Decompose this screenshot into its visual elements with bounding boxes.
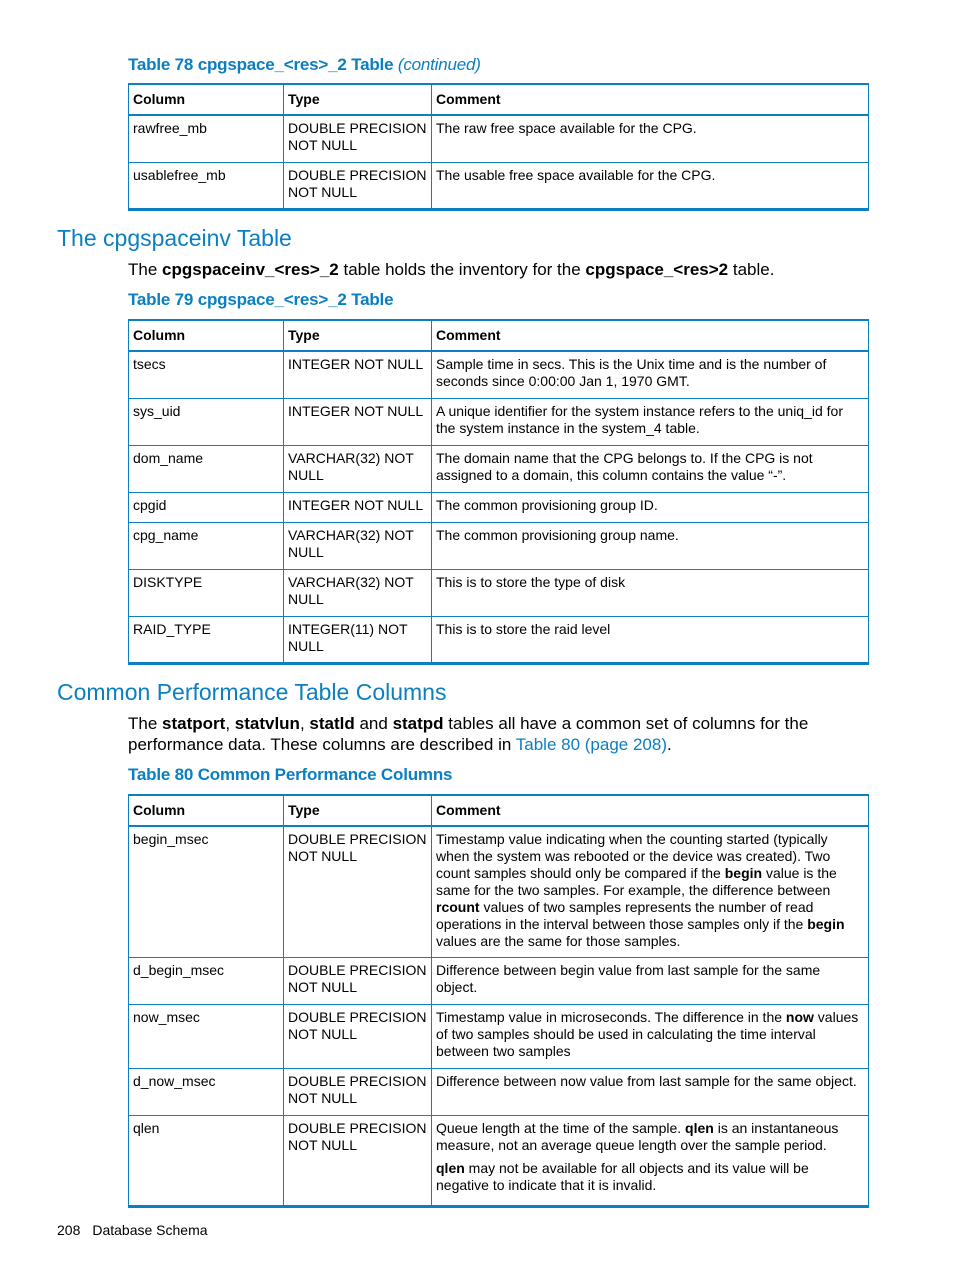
table-row <box>129 398 869 445</box>
cell-type: DOUBLE PRECISION NOT NULL <box>284 826 432 957</box>
cell-type: DOUBLE PRECISION NOT NULL <box>284 1115 432 1206</box>
cell-comment: A unique identifier for the system instance refers to the uniq_id for the system instance in the system_4 table. <box>432 398 869 445</box>
column-header-type: Type <box>284 84 432 115</box>
cell-column: begin_msec <box>129 826 284 957</box>
table-row <box>129 826 869 957</box>
table80-link[interactable]: Table 80 (page 208) <box>515 735 667 754</box>
cell-comment: The usable free space available for the CPG. <box>432 162 869 209</box>
text: . <box>667 735 672 754</box>
column-header-column: Column <box>129 84 284 115</box>
cell-column: now_msec <box>129 1004 284 1068</box>
table-row <box>129 616 869 663</box>
cell-type: INTEGER(11) NOT NULL <box>284 616 432 663</box>
text: Queue length at the time of the sample. <box>436 1119 686 1136</box>
table-row <box>129 445 869 492</box>
cell-comment: The common provisioning group name. <box>432 522 869 569</box>
cell-comment: The domain name that the CPG belongs to. If the CPG is not assigned to a domain, this column contains the value “-”. <box>432 445 869 492</box>
section-heading-cpgspaceinv: The cpgspaceinv Table <box>57 225 292 251</box>
cell-type: DOUBLE PRECISION NOT NULL <box>284 115 432 162</box>
text: tables all have a common set of columns for the performance data. These columns are described in <box>128 714 809 754</box>
cell-column: cpgid <box>129 492 284 522</box>
cell-comment <box>432 1115 869 1206</box>
table-row <box>129 351 869 398</box>
column-header-comment: Comment <box>432 795 869 826</box>
cell-type: INTEGER NOT NULL <box>284 398 432 445</box>
table-row <box>129 492 869 522</box>
table-row <box>129 115 869 162</box>
cell-comment: The raw free space available for the CPG. <box>432 115 869 162</box>
cell-comment: Sample time in secs. This is the Unix time and is the number of seconds since 0:00:00 Jan 1, 1970 GMT. <box>432 351 869 398</box>
table-row <box>129 1068 869 1115</box>
section-common-performance-paragraph <box>128 713 873 755</box>
bold-term: qlen <box>436 1159 465 1176</box>
cell-column: d_now_msec <box>129 1068 284 1115</box>
cell-comment <box>432 1004 869 1068</box>
text: values of two samples should be used in calculating the time interval between two samples <box>436 1008 859 1059</box>
cell-comment: Difference between now value from last sample for the same object. <box>432 1068 869 1115</box>
bold-term: now <box>785 1008 814 1025</box>
bold-term: statld <box>309 714 355 733</box>
table-header-row <box>129 795 869 826</box>
cell-comment <box>432 826 869 957</box>
table78 <box>128 83 869 211</box>
text: values of two samples represents the number of read operations in the interval between those samples only if the <box>436 899 814 932</box>
table-header-row <box>129 320 869 351</box>
text: and <box>354 714 393 733</box>
cell-type: DOUBLE PRECISION NOT NULL <box>284 1068 432 1115</box>
bold-term: rcount <box>436 899 480 915</box>
text: Timestamp value indicating when the counting started (typically when the system was rebooted or the device was created). Two count samples should only be compared if the <box>436 831 831 881</box>
footer-section-title: Database Schema <box>92 1222 208 1238</box>
cell-type: VARCHAR(32) NOT NULL <box>284 522 432 569</box>
cell-column: sys_uid <box>129 398 284 445</box>
column-header-column: Column <box>129 320 284 351</box>
table80-caption: Table 80 Common Performance Columns <box>128 765 453 784</box>
table-row <box>129 162 869 209</box>
section-heading-common-performance: Common Performance Table Columns <box>57 679 447 705</box>
cell-comment: This is to store the type of disk <box>432 569 869 616</box>
cell-type: VARCHAR(32) NOT NULL <box>284 445 432 492</box>
column-header-type: Type <box>284 320 432 351</box>
page-number: 208 <box>57 1222 81 1238</box>
bold-term: cpgspaceinv_<res>_2 <box>162 260 339 279</box>
comment-paragraph <box>436 1120 864 1154</box>
cell-column: DISKTYPE <box>129 569 284 616</box>
text: may not be available for all objects and its value will be negative to indicate that it is invalid. <box>436 1159 809 1193</box>
column-header-type: Type <box>284 795 432 826</box>
text: The <box>128 260 163 279</box>
section-cpgspaceinv-paragraph <box>128 259 873 280</box>
cell-comment: The common provisioning group ID. <box>432 492 869 522</box>
cell-column: usablefree_mb <box>129 162 284 209</box>
text: Timestamp value in microseconds. The difference in the <box>436 1008 786 1025</box>
cell-type: VARCHAR(32) NOT NULL <box>284 569 432 616</box>
table-row <box>129 1004 869 1068</box>
cell-column: rawfree_mb <box>129 115 284 162</box>
cell-column: tsecs <box>129 351 284 398</box>
cell-comment: This is to store the raid level <box>432 616 869 663</box>
page-footer <box>57 1222 208 1238</box>
bold-term: statpd <box>392 714 444 733</box>
bold-term: begin <box>724 865 763 881</box>
cell-column: d_begin_msec <box>129 957 284 1004</box>
table79 <box>128 319 869 665</box>
cell-column: dom_name <box>129 445 284 492</box>
cell-type: INTEGER NOT NULL <box>284 492 432 522</box>
text: , <box>299 714 310 733</box>
bold-term: qlen <box>685 1119 714 1136</box>
table-header-row <box>129 84 869 115</box>
table-row <box>129 1115 869 1206</box>
table79-caption: Table 79 cpgspace_<res>_2 Table <box>128 290 394 309</box>
column-header-comment: Comment <box>432 320 869 351</box>
cell-type: DOUBLE PRECISION NOT NULL <box>284 1004 432 1068</box>
column-header-comment: Comment <box>432 84 869 115</box>
column-header-column: Column <box>129 795 284 826</box>
text: value is the same for the two samples. For example, the difference between <box>436 865 837 898</box>
cell-column: qlen <box>129 1115 284 1206</box>
text: table. <box>728 260 775 279</box>
bold-term: cpgspace_<res>2 <box>585 260 729 279</box>
table-row <box>129 569 869 616</box>
cell-column: RAID_TYPE <box>129 616 284 663</box>
bold-term: statport <box>162 714 226 733</box>
table-row <box>129 957 869 1004</box>
cell-type: INTEGER NOT NULL <box>284 351 432 398</box>
bold-term: begin <box>807 916 845 932</box>
text: , <box>225 714 235 733</box>
table-row <box>129 522 869 569</box>
table78-caption <box>128 55 481 75</box>
comment-paragraph <box>436 1160 864 1194</box>
bold-term: statvlun <box>234 714 300 733</box>
text: table holds the inventory for the <box>338 260 586 279</box>
text: is an instantaneous measure, not an average queue length over the sample period. <box>436 1119 839 1153</box>
cell-type: DOUBLE PRECISION NOT NULL <box>284 162 432 209</box>
cell-column: cpg_name <box>129 522 284 569</box>
cell-comment: Difference between begin value from last sample for the same object. <box>432 957 869 1004</box>
text: The <box>128 714 163 733</box>
table78-caption-text: Table 78 cpgspace_<res>_2 Table <box>128 55 394 74</box>
table80 <box>128 794 869 1208</box>
cell-type: DOUBLE PRECISION NOT NULL <box>284 957 432 1004</box>
text: values are the same for those samples. <box>436 933 681 949</box>
table78-caption-suffix: (continued) <box>397 55 481 74</box>
